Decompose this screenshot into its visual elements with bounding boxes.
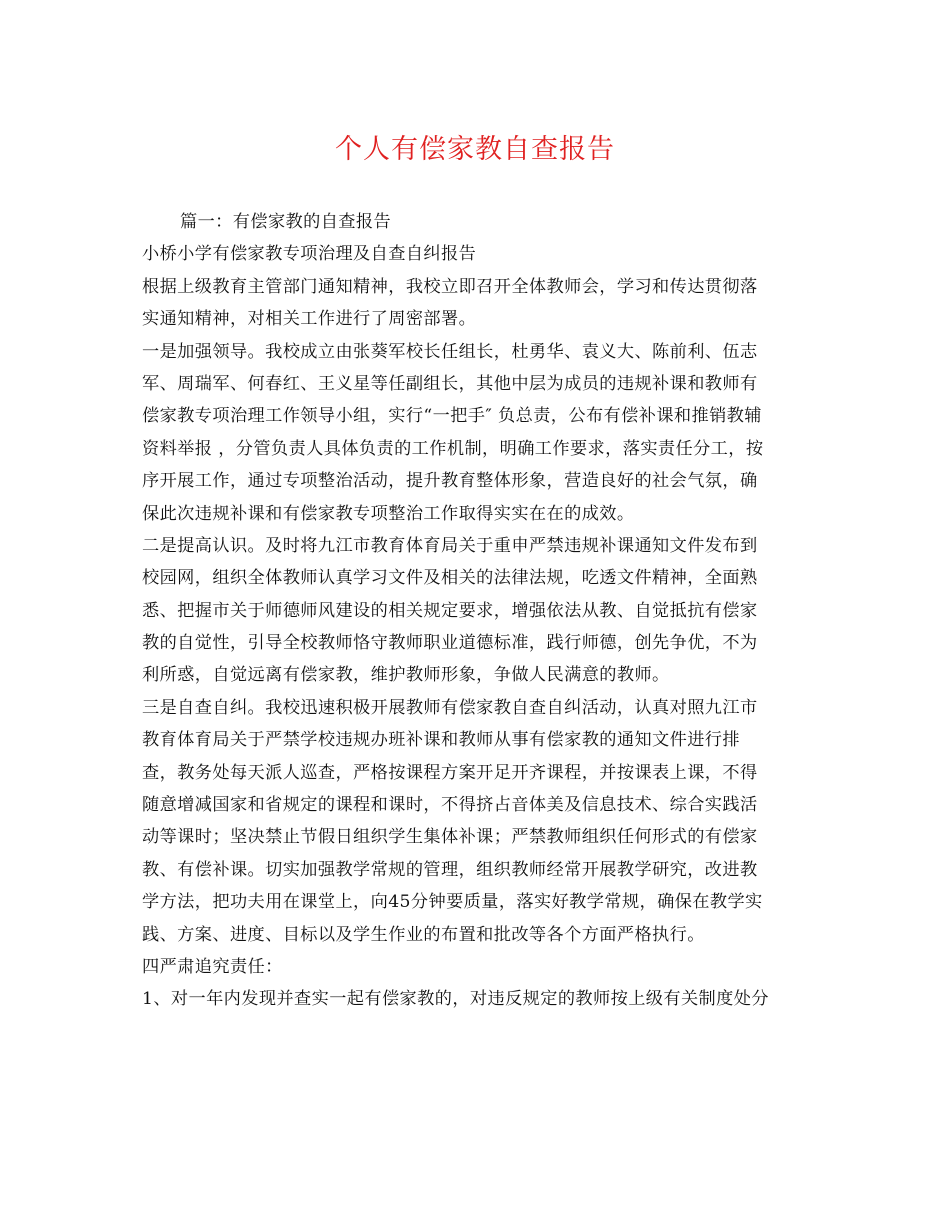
paragraph-line: 动等课时；坚决禁止节假日组织学生集体补课；严禁教师组织任何形式的有偿家 [142, 827, 758, 848]
document-body [142, 206, 814, 1016]
paragraph-line: 资料举报 ，分管负责人具体负责的工作机制，明确工作要求，落实责任分工，按 [142, 438, 764, 459]
section-heading: 篇一：有偿家教的自查报告 [180, 212, 392, 232]
paragraph-line: 根据上级教育主管部门通知精神，我校立即召开全体教师会，学习和传达贯彻落 [142, 276, 758, 297]
paragraph-line: 查，教务处每天派人巡查，严格按课程方案开足开齐课程，并按课表上课，不得 [142, 762, 758, 783]
report-subtitle: 小桥小学有偿家教专项治理及自查自纠报告 [142, 244, 477, 265]
paragraph-line: 悉、把握市关于师德师风建设的相关规定要求，增强依法从教、自觉抵抗有偿家 [142, 600, 758, 621]
paragraph-line: 校园网，组织全体教师认真学习文件及相关的法律法规，吃透文件精神，全面熟 [142, 568, 758, 589]
paragraph-line: 三是自查自纠。我校迅速积极开展教师有偿家教自查自纠活动，认真对照九江市 [142, 697, 758, 718]
paragraph-line: 1、对一年内发现并查实一起有偿家教的，对违反规定的教师按上级有关制度处分 [142, 989, 769, 1010]
paragraph-line: 序开展工作，通过专项整治活动，提升教育整体形象，营造良好的社会气氛，确 [142, 471, 758, 492]
paragraph-line: 教育体育局关于严禁学校违规办班补课和教师从事有偿家教的通知文件进行排 [142, 730, 740, 751]
paragraph-line: 保此次违规补课和有偿家教专项整治工作取得实实在在的成效。 [142, 503, 635, 524]
document-title: 个人有偿家教自查报告 [335, 134, 615, 165]
paragraph-line: 随意增减国家和省规定的课程和课时，不得挤占音体美及信息技术、综合实践活 [142, 795, 758, 816]
paragraph-line: 学方法，把功夫用在课堂上，向45分钟要质量，落实好教学常规，确保在教学实 [142, 892, 763, 913]
paragraph-line: 偿家教专项治理工作领导小组，实行“一把手″ 负总责，公布有偿补课和推销教辅 [142, 406, 762, 427]
paragraph-line: 一是加强领导。我校成立由张葵军校长任组长，杜勇华、袁义大、陈前利、伍志 [142, 341, 758, 362]
paragraph-line: 利所惑，自觉远离有偿家教，维护教师形象，争做人民满意的教师。 [142, 665, 670, 686]
paragraph-line: 二是提高认识。及时将九江市教育体育局关于重申严禁违规补课通知文件发布到 [142, 535, 758, 556]
paragraph-line: 实通知精神，对相关工作进行了周密部署。 [142, 309, 477, 330]
paragraph-line: 四严肃追究责任： [142, 956, 283, 977]
paragraph-line: 教的自觉性，引导全校教师恪守教师职业道德标准，践行师德，创先争优，不为 [142, 633, 758, 654]
paragraph-line: 践、方案、进度、目标以及学生作业的布置和批改等各个方面严格执行。 [142, 924, 705, 945]
paragraph-line: 军、周瑞军、何春红、王义星等任副组长，其他中层为成员的违规补课和教师有 [142, 373, 758, 394]
paragraph-line: 教、有偿补课。切实加强教学常规的管理，组织教师经常开展教学研究，改进教 [142, 859, 758, 880]
